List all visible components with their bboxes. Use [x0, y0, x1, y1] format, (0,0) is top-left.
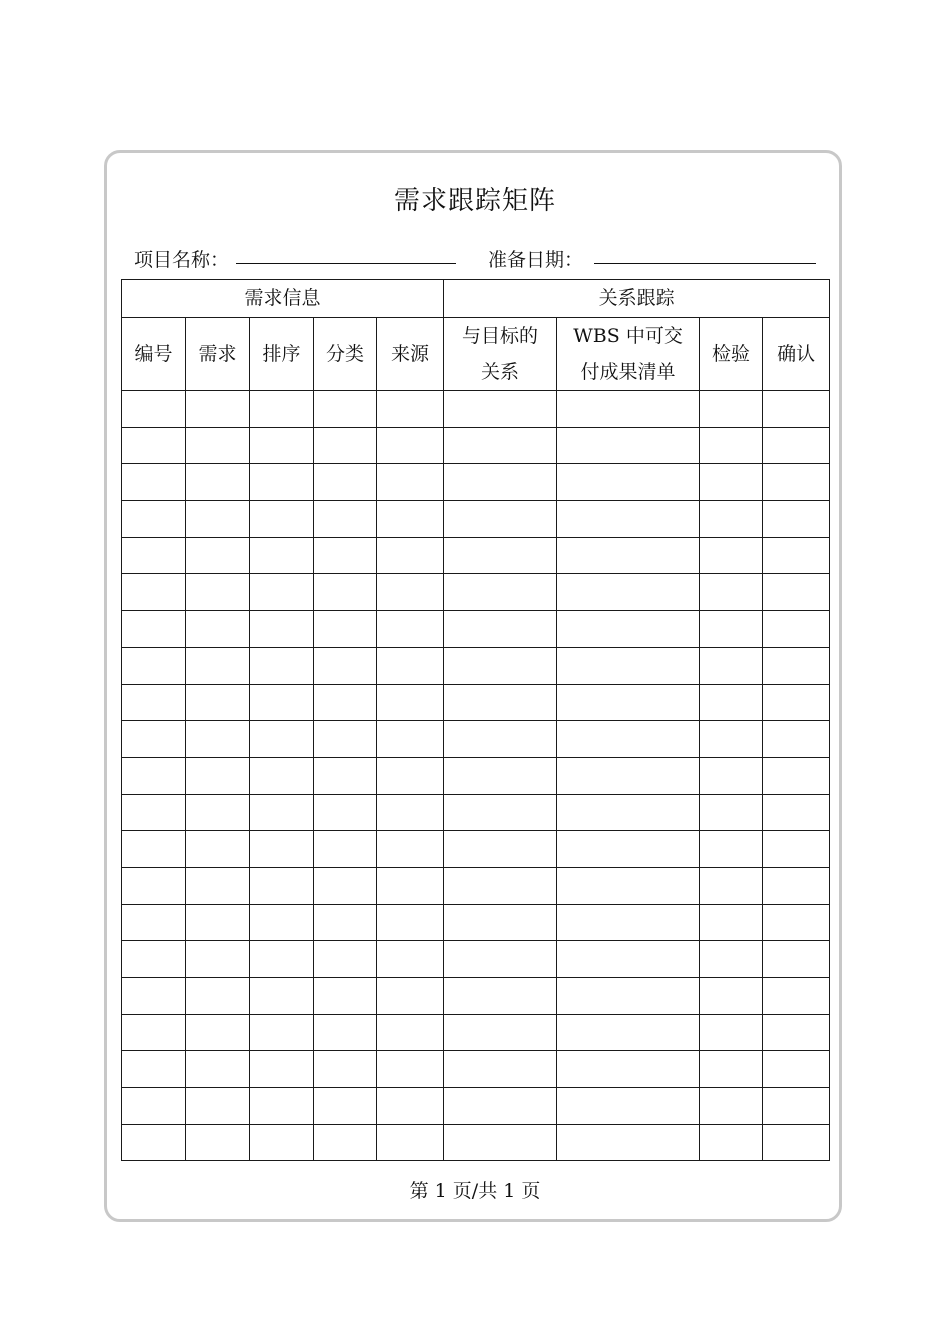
table-cell[interactable] — [557, 867, 700, 904]
table-row — [122, 1051, 830, 1088]
table-cell[interactable] — [557, 647, 700, 684]
table-cell[interactable] — [444, 537, 557, 574]
table-cell[interactable] — [186, 757, 250, 794]
col-header-objective — [444, 318, 557, 391]
table-row — [122, 757, 830, 794]
table-cell[interactable] — [763, 757, 830, 794]
table-cell[interactable] — [122, 867, 186, 904]
table-cell[interactable] — [250, 904, 314, 941]
table-cell[interactable] — [444, 427, 557, 464]
table-cell[interactable] — [250, 537, 314, 574]
table-row — [122, 867, 830, 904]
table-cell[interactable] — [557, 794, 700, 831]
table-cell[interactable] — [763, 794, 830, 831]
table-cell[interactable] — [186, 647, 250, 684]
table-cell[interactable] — [700, 537, 763, 574]
table-cell[interactable] — [186, 464, 250, 501]
table-cell[interactable] — [377, 721, 444, 758]
table-cell[interactable] — [122, 1051, 186, 1088]
table-cell[interactable] — [377, 1124, 444, 1161]
table-cell[interactable] — [186, 904, 250, 941]
table-cell[interactable] — [763, 941, 830, 978]
table-cell[interactable] — [763, 427, 830, 464]
table-cell[interactable] — [700, 831, 763, 868]
col-header-wbs — [557, 318, 700, 391]
table-cell[interactable] — [557, 904, 700, 941]
table-cell[interactable] — [763, 1124, 830, 1161]
col-header-wbs-line2: 付成果清单 — [580, 361, 676, 383]
table-cell[interactable] — [122, 904, 186, 941]
table-cell[interactable] — [377, 867, 444, 904]
table-cell[interactable] — [314, 501, 377, 538]
table-cell[interactable] — [700, 794, 763, 831]
table-row — [122, 647, 830, 684]
table-cell[interactable] — [700, 757, 763, 794]
table-cell[interactable] — [444, 611, 557, 648]
col-header-category: 分类 — [314, 318, 377, 391]
table-row — [122, 1014, 830, 1051]
table-cell[interactable] — [444, 501, 557, 538]
table-row — [122, 574, 830, 611]
prep-date-label: 准备日期： — [488, 249, 584, 271]
table-cell[interactable] — [250, 941, 314, 978]
table-cell[interactable] — [122, 831, 186, 868]
table-cell[interactable] — [314, 1124, 377, 1161]
table-cell[interactable] — [314, 647, 377, 684]
table-cell[interactable] — [314, 684, 377, 721]
table-cell[interactable] — [186, 1088, 250, 1125]
table-row — [122, 537, 830, 574]
project-name-label: 项目名称： — [134, 249, 230, 271]
table-cell[interactable] — [763, 391, 830, 428]
col-header-requirement: 需求 — [186, 318, 250, 391]
table-cell[interactable] — [122, 647, 186, 684]
table-cell[interactable] — [250, 867, 314, 904]
table-cell[interactable] — [314, 904, 377, 941]
table-cell[interactable] — [314, 757, 377, 794]
table-row — [122, 464, 830, 501]
table-cell[interactable] — [763, 831, 830, 868]
table-cell[interactable] — [314, 537, 377, 574]
table-cell[interactable] — [557, 684, 700, 721]
table-cell[interactable] — [122, 794, 186, 831]
table-cell[interactable] — [557, 537, 700, 574]
table-cell[interactable] — [763, 904, 830, 941]
group-header-row — [122, 280, 830, 318]
table-cell[interactable] — [122, 941, 186, 978]
table-cell[interactable] — [377, 794, 444, 831]
column-header-row — [122, 318, 830, 391]
table-cell[interactable] — [377, 1088, 444, 1125]
table-cell[interactable] — [444, 941, 557, 978]
table-cell[interactable] — [700, 721, 763, 758]
table-cell[interactable] — [444, 867, 557, 904]
table-cell[interactable] — [763, 721, 830, 758]
table-cell[interactable] — [700, 611, 763, 648]
col-header-id: 编号 — [122, 318, 186, 391]
table-cell[interactable] — [700, 1088, 763, 1125]
table-cell[interactable] — [314, 831, 377, 868]
table-cell[interactable] — [122, 721, 186, 758]
table-cell[interactable] — [314, 427, 377, 464]
table-cell[interactable] — [314, 1088, 377, 1125]
table-cell[interactable] — [444, 574, 557, 611]
table-cell[interactable] — [377, 501, 444, 538]
table-cell[interactable] — [557, 1051, 700, 1088]
table-cell[interactable] — [444, 464, 557, 501]
table-cell[interactable] — [250, 794, 314, 831]
table-cell[interactable] — [250, 1014, 314, 1051]
document-title: 需求跟踪矩阵 — [393, 186, 556, 216]
table-cell[interactable] — [122, 978, 186, 1015]
table-cell[interactable] — [314, 574, 377, 611]
group-header-relationship-tracking: 关系跟踪 — [444, 280, 830, 318]
table-cell[interactable] — [377, 391, 444, 428]
table-cell[interactable] — [763, 867, 830, 904]
table-cell[interactable] — [700, 684, 763, 721]
table-cell[interactable] — [700, 1014, 763, 1051]
table-row — [122, 1124, 830, 1161]
table-cell[interactable] — [250, 427, 314, 464]
table-cell[interactable] — [444, 904, 557, 941]
table-cell[interactable] — [250, 831, 314, 868]
table-cell[interactable] — [700, 1051, 763, 1088]
table-cell[interactable] — [377, 904, 444, 941]
table-cell[interactable] — [700, 1124, 763, 1161]
table-row — [122, 1088, 830, 1125]
table-cell[interactable] — [122, 427, 186, 464]
table-cell[interactable] — [186, 391, 250, 428]
table-cell[interactable] — [314, 721, 377, 758]
table-cell[interactable] — [314, 1014, 377, 1051]
traceability-matrix-table — [121, 279, 830, 1161]
table-cell[interactable] — [377, 611, 444, 648]
table-cell[interactable] — [763, 611, 830, 648]
table-row — [122, 611, 830, 648]
table-cell[interactable] — [763, 978, 830, 1015]
table-cell[interactable] — [122, 757, 186, 794]
table-cell[interactable] — [700, 574, 763, 611]
table-cell[interactable] — [186, 941, 250, 978]
table-cell[interactable] — [377, 647, 444, 684]
table-cell[interactable] — [557, 501, 700, 538]
table-cell[interactable] — [700, 647, 763, 684]
table-cell[interactable] — [314, 464, 377, 501]
table-cell[interactable] — [444, 1124, 557, 1161]
table-cell[interactable] — [122, 501, 186, 538]
table-row — [122, 941, 830, 978]
table-cell[interactable] — [763, 647, 830, 684]
table-cell[interactable] — [377, 757, 444, 794]
table-cell[interactable] — [700, 501, 763, 538]
table-cell[interactable] — [122, 464, 186, 501]
prep-date-field[interactable] — [594, 263, 816, 264]
table-cell[interactable] — [250, 464, 314, 501]
table-cell[interactable] — [763, 464, 830, 501]
table-cell[interactable] — [444, 1088, 557, 1125]
table-cell[interactable] — [557, 978, 700, 1015]
table-cell[interactable] — [186, 831, 250, 868]
table-row — [122, 684, 830, 721]
table-cell[interactable] — [250, 647, 314, 684]
table-cell[interactable] — [557, 721, 700, 758]
group-header-requirement-info: 需求信息 — [122, 280, 444, 318]
table-cell[interactable] — [314, 391, 377, 428]
table-cell[interactable] — [763, 537, 830, 574]
col-header-priority: 排序 — [250, 318, 314, 391]
table-cell[interactable] — [377, 941, 444, 978]
table-row — [122, 794, 830, 831]
table-cell[interactable] — [377, 1014, 444, 1051]
project-name-field[interactable] — [236, 263, 456, 264]
table-cell[interactable] — [122, 611, 186, 648]
table-cell[interactable] — [444, 757, 557, 794]
col-header-confirmation: 确认 — [763, 318, 830, 391]
table-cell[interactable] — [314, 1051, 377, 1088]
table-row — [122, 978, 830, 1015]
table-cell[interactable] — [250, 391, 314, 428]
col-header-verification: 检验 — [700, 318, 763, 391]
table-cell[interactable] — [377, 1051, 444, 1088]
table-cell[interactable] — [122, 684, 186, 721]
table-cell[interactable] — [557, 427, 700, 464]
col-header-source: 来源 — [377, 318, 444, 391]
table-cell[interactable] — [186, 978, 250, 1015]
table-cell[interactable] — [763, 501, 830, 538]
table-cell[interactable] — [444, 684, 557, 721]
table-cell[interactable] — [444, 1051, 557, 1088]
table-cell[interactable] — [700, 427, 763, 464]
table-cell[interactable] — [700, 904, 763, 941]
table-cell[interactable] — [444, 391, 557, 428]
table-cell[interactable] — [122, 1124, 186, 1161]
table-cell[interactable] — [314, 978, 377, 1015]
table-cell[interactable] — [122, 391, 186, 428]
table-cell[interactable] — [377, 464, 444, 501]
table-cell[interactable] — [763, 1088, 830, 1125]
table-cell[interactable] — [377, 537, 444, 574]
table-cell[interactable] — [314, 867, 377, 904]
table-cell[interactable] — [122, 1014, 186, 1051]
table-cell[interactable] — [700, 941, 763, 978]
table-cell[interactable] — [250, 978, 314, 1015]
table-cell[interactable] — [250, 1051, 314, 1088]
page-footer: 第 1 页/共 1 页 — [409, 1180, 541, 1202]
table-cell[interactable] — [557, 574, 700, 611]
table-cell[interactable] — [250, 1124, 314, 1161]
table-cell[interactable] — [377, 427, 444, 464]
table-cell[interactable] — [186, 867, 250, 904]
table-cell[interactable] — [250, 574, 314, 611]
table-cell[interactable] — [314, 941, 377, 978]
table-cell[interactable] — [186, 1014, 250, 1051]
table-cell[interactable] — [444, 721, 557, 758]
table-row — [122, 721, 830, 758]
table-cell[interactable] — [444, 831, 557, 868]
table-cell[interactable] — [377, 978, 444, 1015]
table-cell[interactable] — [763, 684, 830, 721]
table-cell[interactable] — [444, 794, 557, 831]
table-cell[interactable] — [186, 794, 250, 831]
col-header-objective-line2: 关系 — [481, 361, 520, 383]
table-cell[interactable] — [557, 831, 700, 868]
col-header-objective-line1: 与目标的 — [462, 325, 539, 347]
table-cell[interactable] — [314, 611, 377, 648]
table-cell[interactable] — [557, 611, 700, 648]
table-cell[interactable] — [700, 867, 763, 904]
table-cell[interactable] — [763, 1051, 830, 1088]
table-cell[interactable] — [250, 757, 314, 794]
table-row — [122, 904, 830, 941]
table-cell[interactable] — [444, 647, 557, 684]
table-row — [122, 501, 830, 538]
table-cell[interactable] — [700, 464, 763, 501]
table-cell[interactable] — [314, 794, 377, 831]
table-cell[interactable] — [557, 941, 700, 978]
table-cell[interactable] — [557, 391, 700, 428]
table-cell[interactable] — [186, 1124, 250, 1161]
table-row — [122, 831, 830, 868]
table-cell[interactable] — [763, 1014, 830, 1051]
table-cell[interactable] — [557, 464, 700, 501]
table-cell[interactable] — [377, 831, 444, 868]
table-cell[interactable] — [377, 684, 444, 721]
table-cell[interactable] — [186, 611, 250, 648]
table-cell[interactable] — [700, 391, 763, 428]
table-cell[interactable] — [700, 978, 763, 1015]
table-row — [122, 391, 830, 428]
table-cell[interactable] — [444, 1014, 557, 1051]
table-cell[interactable] — [122, 537, 186, 574]
table-cell[interactable] — [377, 574, 444, 611]
table-cell[interactable] — [186, 537, 250, 574]
table-cell[interactable] — [557, 1088, 700, 1125]
table-row — [122, 427, 830, 464]
col-header-wbs-line1: WBS 中可交 — [573, 325, 683, 347]
table-cell[interactable] — [557, 757, 700, 794]
table-cell[interactable] — [250, 721, 314, 758]
table-cell[interactable] — [444, 978, 557, 1015]
table-cell[interactable] — [186, 684, 250, 721]
table-cell[interactable] — [122, 574, 186, 611]
table-cell[interactable] — [250, 1088, 314, 1125]
table-cell[interactable] — [557, 1124, 700, 1161]
table-cell[interactable] — [186, 427, 250, 464]
table-cell[interactable] — [186, 501, 250, 538]
table-cell[interactable] — [557, 1014, 700, 1051]
table-cell[interactable] — [186, 1051, 250, 1088]
table-cell[interactable] — [250, 501, 314, 538]
table-cell[interactable] — [250, 611, 314, 648]
table-cell[interactable] — [122, 1088, 186, 1125]
table-cell[interactable] — [186, 574, 250, 611]
table-cell[interactable] — [186, 721, 250, 758]
table-cell[interactable] — [250, 684, 314, 721]
table-cell[interactable] — [763, 574, 830, 611]
